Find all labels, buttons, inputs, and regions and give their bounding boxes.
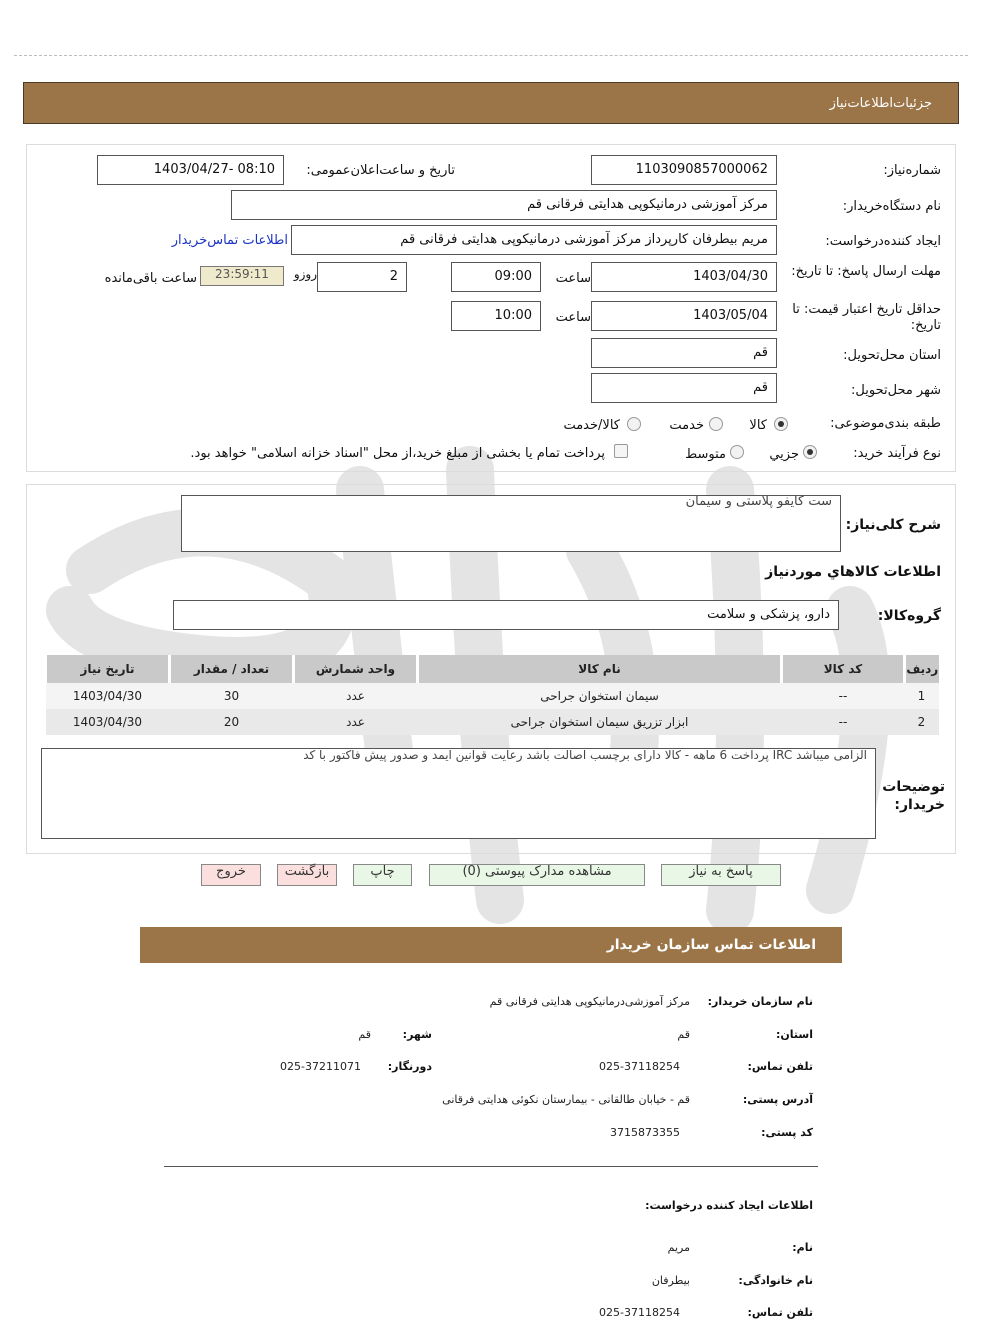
treasury-payment-checkbox[interactable]	[614, 444, 628, 458]
creator-name-value: مریم	[667, 1241, 690, 1254]
subject-category-label: طبقه بندی‌موضوعی:	[830, 416, 941, 431]
buyer-org-label: نام دستگاه‌خریدار:	[842, 199, 941, 214]
need-number-label: شماره‌نیاز:	[883, 163, 941, 178]
creator-phone-value: 025-37118254	[599, 1306, 680, 1319]
goods-info-heading: اطلاعات کالاهاي مورد‌نياز	[765, 564, 941, 580]
cell-qty: 20	[170, 709, 294, 735]
table-row	[46, 683, 939, 709]
category-goods-service-label: کالا/خدمت	[563, 418, 620, 433]
price-validity-date: 1403/05/04	[591, 301, 777, 331]
process-medium-label: متوسط	[685, 447, 726, 462]
cell-unit: عدد	[294, 709, 418, 735]
contact-city-value: قم	[358, 1028, 371, 1041]
contact-province-value: قم	[677, 1028, 690, 1041]
contact-divider	[164, 1166, 818, 1167]
delivery-province-label: استان محل‌تحویل:	[843, 348, 941, 363]
summary-label: شرح کلی‌نیاز:	[845, 517, 941, 533]
exit-button[interactable]: خروج	[201, 864, 261, 886]
price-validity-time: 10:00	[451, 301, 541, 331]
cell-date: 1403/04/30	[46, 683, 170, 709]
delivery-province-field: قم	[591, 338, 777, 368]
announce-datetime-label: تاریخ و ساعت‌اعلان‌عمومی:	[306, 163, 455, 178]
col-name-header: نام کالا	[418, 655, 782, 683]
contact-org-value: مرکز آموزشی‌درمانیکوپی هدایتی فرقانی قم	[489, 995, 690, 1008]
remaining-time-label: ساعت باقی‌مانده	[104, 271, 197, 286]
top-divider	[14, 55, 968, 56]
goods-table	[44, 655, 939, 735]
response-time-label: ساعت	[555, 271, 591, 286]
respond-button[interactable]: پاسخ به نیاز	[661, 864, 781, 886]
creator-family-value: بیطرفان	[651, 1274, 690, 1287]
category-service-label: خدمت	[669, 418, 704, 433]
table-row	[46, 709, 939, 735]
back-button[interactable]: بازگشت	[277, 864, 337, 886]
contact-postal-value: 3715873355	[610, 1126, 680, 1139]
buyer-org-field: مرکز آموزشی درمانیکوپی هدایتی فرقانی قم	[231, 190, 777, 220]
goods-group-label: گروه‌کالا:	[877, 608, 941, 624]
contact-address-label: آدرس پستی:	[742, 1093, 813, 1106]
cell-code: --	[782, 683, 905, 709]
cell-date: 1403/04/30	[46, 709, 170, 735]
category-goods-radio[interactable]	[774, 417, 788, 431]
print-button[interactable]: چاپ	[353, 864, 412, 886]
contact-phone-value: 025-37118254	[599, 1060, 680, 1073]
announce-datetime-field: 1403/04/27- 08:10	[97, 155, 284, 185]
buyer-contact-link[interactable]: اطلاعات تماس‌خریدار	[171, 233, 288, 248]
buyer-notes-textarea[interactable]: الزامی میباشد IRC پرداخت 6 ماهه - کالا دارای برچسب اصالت باشد رعایت قوانین ایمد و صدور پیش فاکتور با کد	[41, 748, 876, 839]
creator-name-label: نام:	[792, 1241, 813, 1254]
contact-city-label: شهر:	[402, 1028, 432, 1041]
contact-address-value: قم - خیابان طالقانی - بیمارستان نکوئی هدایتی فرقانی	[442, 1093, 690, 1106]
contact-fax-label: دورنگار:	[387, 1060, 432, 1073]
treasury-payment-note: پرداخت تمام یا بخشی از مبلغ خرید،از محل "اسناد خزانه اسلامی" خواهد بود.	[190, 446, 605, 461]
delivery-city-field: قم	[591, 373, 777, 403]
contact-org-label: نام سازمان خریدار:	[707, 995, 813, 1008]
page-header-bar	[23, 82, 959, 124]
category-goods-service-radio[interactable]	[627, 417, 641, 431]
col-date-header: تاریخ نیاز	[46, 655, 170, 683]
category-service-radio[interactable]	[709, 417, 723, 431]
creator-family-label: نام خانوادگی:	[738, 1274, 813, 1287]
process-minor-radio[interactable]	[803, 445, 817, 459]
process-medium-radio[interactable]	[730, 445, 744, 459]
response-deadline-date: 1403/04/30	[591, 262, 777, 292]
cell-code: --	[782, 709, 905, 735]
days-label: روزو	[293, 267, 317, 281]
remaining-time-counter: 23:59:11	[200, 266, 284, 286]
buyer-contact-title: اطلاعات تماس سازمان خریدار	[606, 937, 816, 953]
page-title: جزئیات‌اطلاعات‌نیاز	[829, 96, 932, 111]
cell-qty: 30	[170, 683, 294, 709]
creator-phone-label: تلفن تماس:	[747, 1306, 813, 1319]
col-qty-header: تعداد / مقدار	[170, 655, 294, 683]
cell-row: 2	[905, 709, 939, 735]
contact-postal-label: کد پستی:	[761, 1126, 813, 1139]
purchase-process-label: نوع فرآیند خرید:	[853, 446, 941, 461]
col-unit-header: واحد شمارش	[294, 655, 418, 683]
cell-name: ابزار تزریق سیمان استخوان جراحی	[418, 709, 782, 735]
response-deadline-label: مهلت ارسال پاسخ: تا تاریخ:	[791, 264, 941, 279]
price-validity-label: حداقل تاریخ اعتبار قیمت: تا تاریخ:	[792, 302, 941, 333]
buyer-contact-bar	[140, 927, 842, 963]
process-minor-label: جزیي	[769, 447, 799, 462]
cell-row: 1	[905, 683, 939, 709]
request-creator-field: مریم بیطرفان کارپرداز مرکز آموزشی درمانیکوپی هدایتی فرقانی قم	[291, 225, 777, 255]
cell-unit: عدد	[294, 683, 418, 709]
col-code-header: کد کالا	[782, 655, 905, 683]
buyer-notes-label: توضیحات خریدار:	[882, 779, 945, 813]
col-row-header: ردیف	[905, 655, 939, 683]
creator-info-title: اطلاعات ایجاد کننده درخواست:	[645, 1199, 813, 1212]
goods-group-field: دارو، پزشکی و سلامت	[173, 600, 839, 630]
goods-table-header	[46, 655, 939, 683]
request-creator-label: ایجاد کننده‌درخواست:	[825, 234, 941, 249]
need-number-field: 1103090857000062	[591, 155, 777, 185]
contact-phone-label: تلفن تماس:	[747, 1060, 813, 1073]
remaining-days-field: 2	[317, 262, 407, 292]
contact-fax-value: 025-37211071	[280, 1060, 361, 1073]
summary-textarea[interactable]: ست کایفو پلاستی و سیمان	[181, 495, 841, 552]
contact-province-label: استان:	[776, 1028, 813, 1041]
validity-time-label: ساعت	[555, 310, 591, 325]
response-deadline-time: 09:00	[451, 262, 541, 292]
cell-name: سیمان استخوان جراحی	[418, 683, 782, 709]
category-goods-label: کالا	[749, 418, 767, 433]
view-attachments-button[interactable]: مشاهده مدارک پیوستی (0)	[429, 864, 645, 886]
delivery-city-label: شهر محل‌تحویل:	[851, 383, 941, 398]
